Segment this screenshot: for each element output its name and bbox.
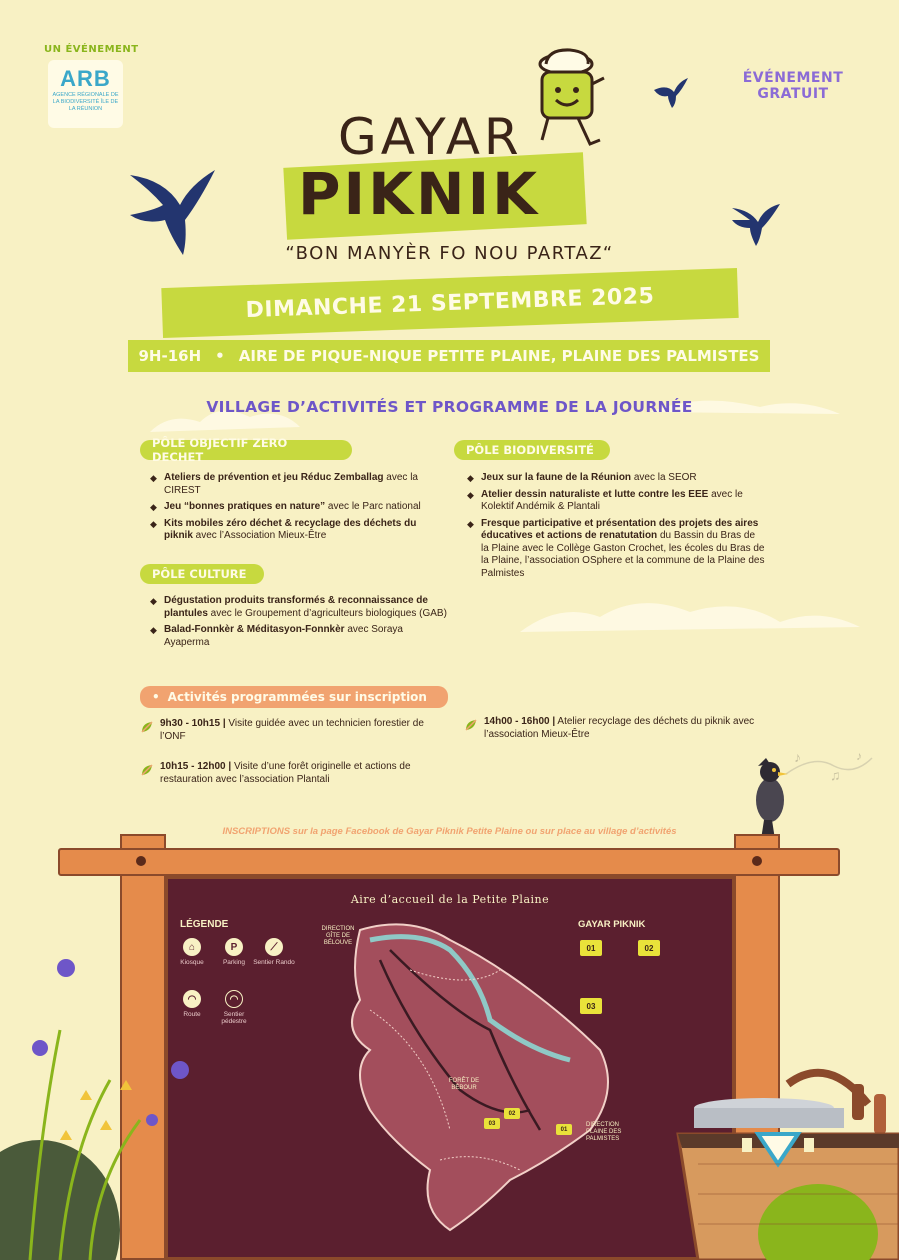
- inscription-item: 10h15 - 12h00 | Visite d’une forêt originelle et actions de restauration avec l’association Plantali: [140, 761, 430, 786]
- free-line2: GRATUIT: [757, 86, 829, 102]
- path-icon: ◠: [225, 990, 243, 1008]
- spot-03-marker: 03: [580, 998, 602, 1014]
- free-event-label: [728, 70, 858, 102]
- list-item: ◆ Jeu “bonnes pratiques en nature” avec le Parc national: [150, 501, 430, 514]
- legend-title: LÉGENDE: [180, 919, 229, 930]
- parking-icon: P: [225, 938, 243, 956]
- svg-text:♪: ♪: [794, 749, 801, 765]
- organizer-label: UN ÉVÉNEMENT: [44, 44, 139, 55]
- list-item: ◆ Balad-Fonnkèr & Méditasyon-Fonnkèr avec Soraya Ayaperma: [150, 624, 450, 649]
- inscription-item: 14h00 - 16h00 | Atelier recyclage des déchets du piknik avec l’association Mieux-Être: [464, 716, 760, 741]
- sign-beam: [58, 848, 840, 876]
- title-piknik: PIKNIK: [298, 160, 541, 228]
- separator-dot: •: [215, 347, 225, 365]
- arb-logo-subtitle: AGENCE RÉGIONALE DE LA BIODIVERSITÉ ÎLE DE LA RÉUNION: [52, 92, 119, 112]
- pole-zero-dechet-list: [150, 472, 430, 547]
- free-line1: ÉVÉNEMENT: [742, 70, 844, 86]
- pot-mascot-icon: [528, 44, 608, 154]
- inscription-item: 9h30 - 10h15 | Visite guidée avec un technicien forestier de l’ONF: [140, 718, 430, 743]
- map-spot-03: 03: [484, 1118, 500, 1129]
- picnic-basket-icon: [668, 1064, 899, 1260]
- legend-item-parking: P Parking: [212, 938, 256, 966]
- svg-text:♪: ♪: [856, 749, 862, 763]
- list-item: ◆ Dégustation produits transformés & reconnaissance de plantules avec le Groupement d’agriculteurs biologiques (GAB): [150, 595, 450, 620]
- label-plaine: DIRECTION PLAINE DES PALMISTES: [586, 1122, 622, 1142]
- map-title: Aire d’accueil de la Petite Plaine: [350, 893, 550, 906]
- leaf-icon: [464, 718, 478, 732]
- pole-biodiversite-list: [467, 472, 765, 584]
- event-hours: 9H-16H: [138, 347, 202, 365]
- village-title: VILLAGE D’ACTIVITÉS ET PROGRAMME DE LA JOURNÉE: [206, 398, 693, 416]
- arb-logo: [48, 60, 123, 128]
- arb-logo-text: ARB: [60, 66, 111, 91]
- plants-decoration: [0, 930, 200, 1260]
- leaf-icon: [140, 763, 154, 777]
- music-notes-icon: [784, 744, 874, 784]
- map-spot-02: 02: [504, 1108, 520, 1119]
- bullet-icon: •: [152, 690, 160, 704]
- slogan: “BON MANYÈR FO NOU PARTAZ“: [285, 243, 614, 264]
- label-foret: FORÊT DE BÉBOUR: [448, 1078, 480, 1091]
- place-banner: [128, 340, 770, 372]
- legend-item-road: ◠ Route: [170, 990, 214, 1018]
- pole-culture-list: [150, 595, 450, 653]
- kiosk-icon: ⌂: [183, 938, 201, 956]
- spot-02-marker: 02: [638, 940, 660, 956]
- label-belouve: DIRECTION GÎTE DE BÉLOUVE: [321, 926, 355, 946]
- pole-biodiversite-title: PÔLE BIODIVERSITÉ: [454, 440, 610, 460]
- legend-item-kiosk: ⌂ Kiosque: [170, 938, 214, 966]
- road-icon: ◠: [183, 990, 201, 1008]
- svg-text:♫: ♫: [830, 767, 841, 783]
- pole-zero-dechet-title: PÔLE OBJECTIF ZERO DECHET: [140, 440, 352, 460]
- nail: [136, 856, 146, 866]
- inscription-title: • Activités programmées sur inscription: [140, 686, 448, 708]
- nail: [752, 856, 762, 866]
- title-gayar: GAYAR: [338, 108, 523, 166]
- inscription-note: INSCRIPTIONS sur la page Facebook de Gayar Piknik Petite Plaine ou sur place au village d’activités: [222, 826, 677, 837]
- list-item: ◆ Jeux sur la faune de la Réunion avec la SEOR: [467, 472, 765, 485]
- legend-item-trail: ⟋ Sentier Rando: [252, 938, 296, 966]
- pole-culture-title: PÔLE CULTURE: [140, 564, 264, 584]
- list-item: ◆ Ateliers de prévention et jeu Réduc Zemballag avec la CIREST: [150, 472, 430, 497]
- swallow-bird-icon: [652, 76, 690, 110]
- swallow-bird-icon: [730, 200, 782, 248]
- list-item: ◆ Fresque participative et présentation des projets des aires éducatives et actions de renatutation du Bassin du Bras de la Plaine avec le Collège Gaston Crochet, les écoles du Bras de la Plaine, l’association OSphere et la commune de la Plaine des Palmistes: [467, 518, 765, 581]
- date-banner: [161, 268, 738, 338]
- leaf-icon: [140, 720, 154, 734]
- map-spot-01: 01: [556, 1124, 572, 1135]
- gayar-piknik-map-title: GAYAR PIKNIK: [578, 919, 646, 930]
- list-item: ◆ Atelier dessin naturaliste et lutte contre les EEE avec le Kolektif Andémik & Plantali: [467, 489, 765, 514]
- spot-01-marker: 01: [580, 940, 602, 956]
- event-date: DIMANCHE 21 SEPTEMBRE 2025: [245, 283, 655, 323]
- list-item: ◆ Kits mobiles zéro déchet & recyclage des déchets du piknik avec l’Association Mieux-Être: [150, 518, 430, 543]
- legend-item-path: ◠ Sentier pédestre: [212, 990, 256, 1025]
- trail-icon: ⟋: [265, 938, 283, 956]
- event-location: AIRE DE PIQUE-NIQUE PETITE PLAINE, PLAINE DES PALMISTES: [238, 347, 760, 365]
